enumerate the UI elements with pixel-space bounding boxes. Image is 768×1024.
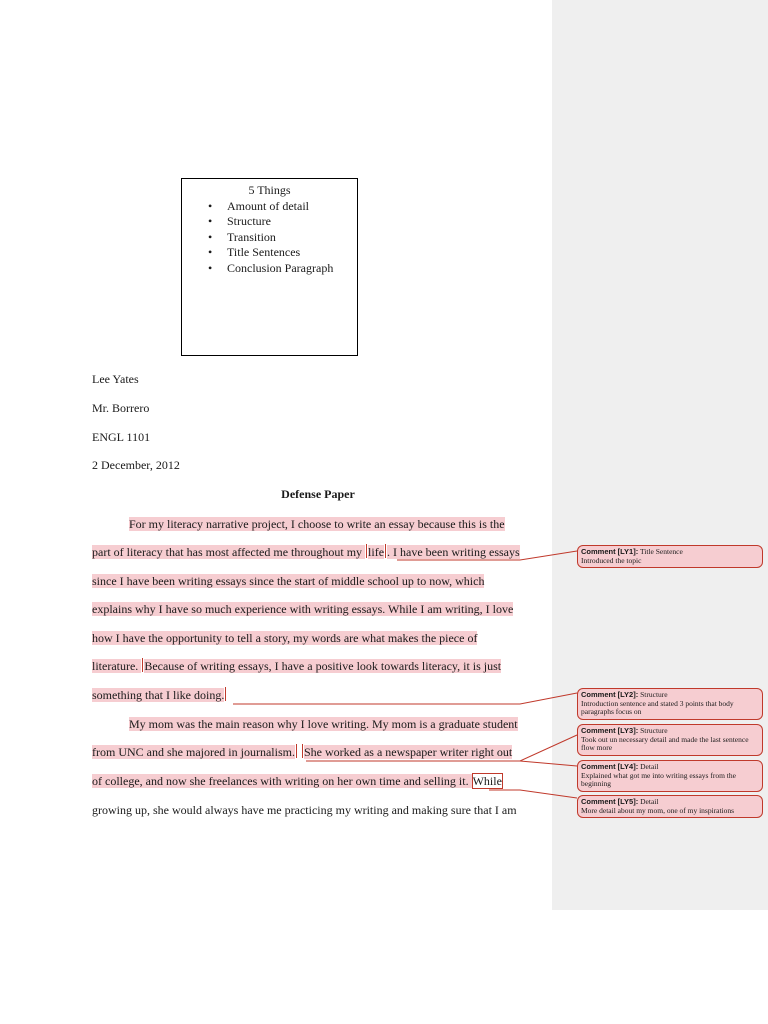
highlighted-text: My mom was the main reason why I love writing. My mom is a graduate student <box>129 717 518 731</box>
text-line[interactable] <box>92 772 503 790</box>
text-line[interactable] <box>92 572 484 590</box>
comment-title: Detail <box>640 797 659 806</box>
highlighted-text: explains why I have so much experience with writing essays. While I am writing, I love <box>92 602 514 616</box>
highlighted-text: . I have been writing essays <box>387 545 520 559</box>
highlighted-text: literature. <box>92 659 142 673</box>
text-line[interactable] <box>92 629 477 647</box>
highlighted-text: from UNC and she majored in journalism. <box>92 745 295 759</box>
author-name: Lee Yates <box>92 372 139 386</box>
comment-title: Detail <box>640 762 659 771</box>
comment-anchor <box>302 744 303 758</box>
comment-title: Structure <box>640 726 668 735</box>
text-line[interactable] <box>129 515 505 533</box>
course-name: ENGL 1101 <box>92 430 151 444</box>
comment-ly1[interactable] <box>577 545 763 568</box>
box-title: 5 Things <box>248 183 291 197</box>
comment-label: Comment [LY1]: <box>581 547 639 556</box>
comment-anchor <box>385 544 386 558</box>
teacher-name: Mr. Borrero <box>92 401 150 415</box>
comment-text: Explained what got me into writing essays from the beginning <box>581 770 736 788</box>
highlighted-text: life <box>368 545 385 559</box>
highlighted-text: of college, and now she freelances with writing on her own time and selling it. <box>92 774 472 788</box>
comment-title: Structure <box>640 690 668 699</box>
comment-ly2[interactable] <box>577 688 763 720</box>
box-item: • Title Sentences <box>182 245 357 261</box>
comment-title: Title Sentence <box>639 547 683 556</box>
box-item: • Structure <box>182 214 357 230</box>
text-line[interactable] <box>92 801 517 819</box>
comment-text: More detail about my mom, one of my inspirations <box>581 805 735 815</box>
highlighted-text: She worked as a newspaper writer right out <box>303 745 513 759</box>
comment-anchor <box>225 687 226 701</box>
highlighted-text: Because of writing essays, I have a positive look towards literacy, it is just <box>144 659 502 673</box>
highlighted-text: part of literacy that has most affected me throughout my <box>92 545 366 559</box>
text-line[interactable] <box>92 657 501 675</box>
text-line[interactable] <box>92 600 513 618</box>
comment-ly5[interactable] <box>577 795 763 818</box>
highlighted-text: how I have the opportunity to tell a story, my words are what makes the piece of <box>92 631 478 645</box>
text-line[interactable] <box>129 715 518 733</box>
text-line[interactable] <box>92 743 512 761</box>
comment-label: Comment [LY3]: <box>581 726 639 735</box>
page-bottom <box>552 910 768 1024</box>
highlighted-text: something that I like doing. <box>92 688 225 702</box>
text-line[interactable] <box>92 686 227 704</box>
comment-ly4[interactable] <box>577 760 763 792</box>
comment-text: Took out un necessary detail and made the last sentence flow more <box>581 734 749 752</box>
comment-ly3[interactable] <box>577 724 763 756</box>
comment-anchor: While <box>472 774 502 788</box>
box-list <box>182 199 357 277</box>
comment-label: Comment [LY2]: <box>581 690 639 699</box>
date: 2 December, 2012 <box>92 458 180 472</box>
five-things-box <box>181 178 358 356</box>
comment-text: Introduced the topic <box>581 555 642 565</box>
highlighted-text: since I have been writing essays since the start of middle school up to now, which <box>92 574 485 588</box>
comment-label: Comment [LY4]: <box>581 762 639 771</box>
highlighted-text: For my literacy narrative project, I choose to write an essay because this is the <box>129 517 505 531</box>
comment-text: Introduction sentence and stated 3 points that body paragraphs focus on <box>581 698 734 716</box>
box-item: • Transition <box>182 230 357 246</box>
box-item: • Conclusion Paragraph <box>182 261 357 277</box>
comment-label: Comment [LY5]: <box>581 797 639 806</box>
box-item: • Amount of detail <box>182 199 357 215</box>
document-title: Defense Paper <box>281 487 355 501</box>
comment-anchor <box>296 744 297 758</box>
comment-anchor <box>366 544 367 558</box>
plain-text: growing up, she would always have me practicing my writing and making sure that I am <box>92 803 517 817</box>
text-line[interactable] <box>92 543 520 561</box>
